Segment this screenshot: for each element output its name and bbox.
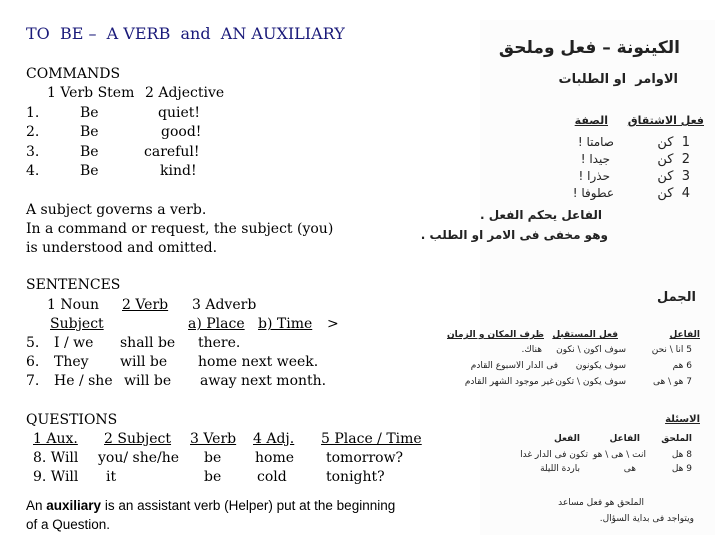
question-subject: it bbox=[106, 469, 117, 485]
arabic-q-col-subject: الفاعل bbox=[609, 434, 640, 444]
footer-keyword-auxiliary: auxiliary bbox=[46, 498, 102, 513]
command-adjective: quiet! bbox=[158, 105, 200, 121]
note-line: A subject governs a verb. bbox=[26, 202, 207, 218]
commands-col-verb-stem: 1 Verb Stem bbox=[47, 85, 135, 101]
commands-heading: COMMANDS bbox=[26, 66, 121, 82]
arabic-question-aux: 8 هل bbox=[671, 450, 692, 460]
arabic-q-col-aux: الملحق bbox=[661, 434, 692, 444]
sentence-num: 6. bbox=[26, 354, 40, 370]
time-arrow: > bbox=[327, 316, 339, 332]
arabic-command-adj: صامتا ! bbox=[577, 135, 614, 149]
arabic-questions-heading: الاسئلة bbox=[665, 414, 700, 425]
arabic-sentences-heading: الجمل bbox=[656, 290, 696, 305]
arabic-col-adj: الصفة bbox=[574, 114, 608, 127]
sentence-adverb: there. bbox=[198, 335, 241, 351]
arabic-sentence-verb: سوف يكونون bbox=[575, 361, 626, 371]
sentences-col-subject: Subject bbox=[50, 316, 104, 332]
sentence-subject: They bbox=[54, 354, 89, 370]
footer-line-1: An auxiliary is an assistant verb (Helper) put at the beginning bbox=[26, 498, 396, 513]
sentence-adverb: home next week. bbox=[198, 354, 319, 370]
sentence-verb: will be bbox=[124, 373, 172, 389]
arabic-command-1: 1 كن bbox=[657, 135, 690, 150]
arabic-command-adj: عطوفا ! bbox=[572, 186, 614, 200]
arabic-question-aux: 9 هل bbox=[671, 464, 692, 474]
arabic-sentence-verb: سوف اكون \ نكون bbox=[556, 345, 626, 355]
sentences-col-noun: 1 Noun bbox=[47, 297, 100, 313]
questions-col-adj: 4 Adj. bbox=[253, 431, 295, 447]
sentences-col-time: b) Time bbox=[258, 316, 313, 332]
questions-col-aux: 1 Aux. bbox=[33, 431, 78, 447]
sentence-verb: shall be bbox=[120, 335, 176, 351]
arabic-title: الكينونة – فعل وملحق bbox=[498, 38, 680, 58]
arabic-note-1: الفاعل يحكم الفعل . bbox=[479, 208, 602, 222]
arabic-col-future-verb: فعل المستقبل bbox=[552, 330, 618, 340]
arabic-sentence-verb: سوف يكون \ تكون bbox=[555, 377, 626, 387]
arabic-footer-2: ويتواجد فى بداية السؤال. bbox=[599, 514, 694, 524]
arabic-sentence-adverb: فى الدار الاسبوع القادم bbox=[470, 361, 558, 371]
note-line: In a command or request, the subject (you) bbox=[26, 221, 334, 237]
arabic-command-3: 3 كن bbox=[657, 169, 690, 184]
arabic-sentence-subj: 6 هم bbox=[672, 361, 692, 371]
note-line: is understood and omitted. bbox=[26, 240, 218, 256]
sentence-adverb: away next month. bbox=[200, 373, 327, 389]
sentence-subject: He / she bbox=[54, 373, 113, 389]
sentence-subject: I / we bbox=[54, 335, 94, 351]
command-adjective: careful! bbox=[144, 144, 200, 160]
command-num: 1. bbox=[26, 105, 40, 121]
arabic-command-adj: حذرا ! bbox=[578, 169, 610, 183]
question-aux: 8. Will bbox=[33, 450, 79, 466]
question-place-time: tomorrow? bbox=[326, 450, 404, 466]
arabic-footer-1: الملحق هو فعل مساعد bbox=[558, 498, 644, 508]
command-adjective: kind! bbox=[160, 163, 197, 179]
command-verb: Be bbox=[80, 144, 99, 160]
commands-col-adjective: 2 Adjective bbox=[145, 85, 225, 101]
arabic-question-rest: تكون فى الدار غدا bbox=[520, 450, 588, 460]
question-place-time: tonight? bbox=[326, 469, 385, 485]
question-adjective: home bbox=[255, 450, 295, 466]
arabic-sentence-subj: 7 هو \ هى bbox=[652, 377, 692, 387]
arabic-note-2: وهو مخفى فى الامر او الطلب . bbox=[420, 228, 608, 242]
arabic-question-subj: هى bbox=[623, 464, 636, 474]
sentences-col-verb: 2 Verb bbox=[122, 297, 169, 313]
sentence-num: 7. bbox=[26, 373, 40, 389]
arabic-commands-heading: الاوامر او الطلبات bbox=[558, 72, 678, 87]
sentences-col-adverb: 3 Adverb bbox=[192, 297, 257, 313]
command-adjective: good! bbox=[161, 124, 202, 140]
arabic-question-rest: باردة الليلة bbox=[540, 464, 580, 474]
arabic-command-adj: جيدا ! bbox=[580, 152, 610, 166]
questions-heading: QUESTIONS bbox=[26, 412, 118, 428]
sentences-col-place: a) Place bbox=[188, 316, 245, 332]
command-verb: Be bbox=[80, 163, 99, 179]
arabic-col-subject: الفاعل bbox=[669, 330, 700, 340]
arabic-col-adverb: ظرف المكان و الزمان bbox=[446, 330, 544, 340]
page-title: TO BE – A VERB and AN AUXILIARY bbox=[26, 24, 345, 43]
sentence-verb: will be bbox=[120, 354, 168, 370]
question-aux: 9. Will bbox=[33, 469, 79, 485]
arabic-command-2: 2 كن bbox=[657, 152, 690, 167]
question-verb: be bbox=[204, 450, 222, 466]
arabic-sentence-adverb: غير موجود الشهر القادم bbox=[464, 377, 554, 387]
arabic-command-4: 4 كن bbox=[657, 186, 690, 201]
footer-line-2: of a Question. bbox=[26, 517, 111, 532]
question-verb: be bbox=[204, 469, 222, 485]
command-verb: Be bbox=[80, 124, 99, 140]
arabic-question-subj: انت \ هى \ هو bbox=[593, 450, 646, 460]
command-num: 3. bbox=[26, 144, 40, 160]
question-adjective: cold bbox=[257, 469, 287, 485]
command-num: 4. bbox=[26, 163, 40, 179]
sentence-num: 5. bbox=[26, 335, 40, 351]
question-subject: you/ she/he bbox=[98, 450, 180, 466]
command-num: 2. bbox=[26, 124, 40, 140]
command-verb: Be bbox=[80, 105, 99, 121]
sentences-heading: SENTENCES bbox=[26, 277, 121, 293]
questions-col-place-time: 5 Place / Time bbox=[321, 431, 422, 447]
arabic-q-col-verb: الفعل bbox=[553, 434, 580, 444]
arabic-sentence-subj: 5 انا \ نحن bbox=[651, 345, 692, 355]
arabic-sentence-adverb: هناك. bbox=[521, 345, 542, 355]
arabic-col-verb: فعل الاشتقاق bbox=[627, 114, 704, 127]
questions-col-subject: 2 Subject bbox=[104, 431, 172, 447]
questions-col-verb: 3 Verb bbox=[190, 431, 237, 447]
